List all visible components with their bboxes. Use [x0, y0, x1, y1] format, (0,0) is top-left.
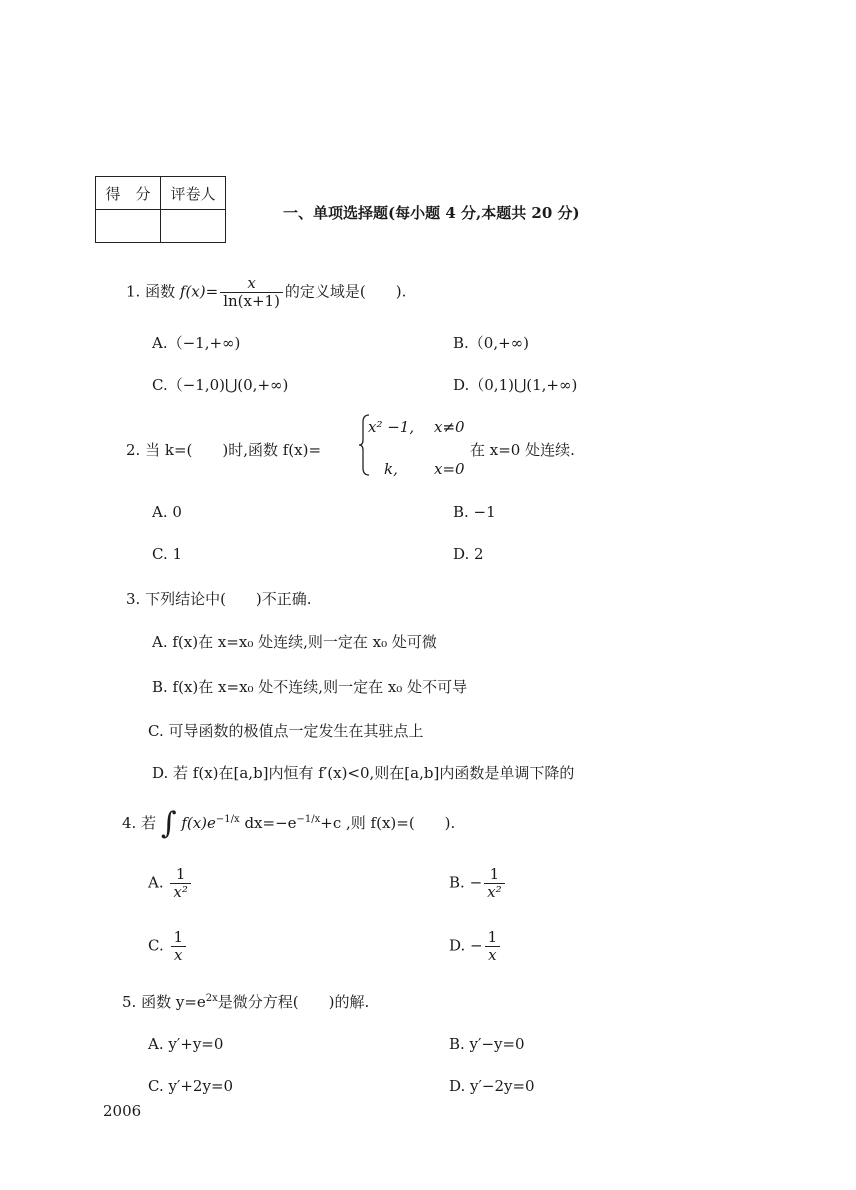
- q4-d-num: 1: [485, 929, 501, 947]
- q4-d-sign: −: [470, 936, 483, 955]
- q4-pre: 若: [141, 814, 157, 832]
- q2-case2-expr: k,: [384, 460, 398, 478]
- q5-stem-post: 是微分方程( )的解.: [217, 993, 370, 1011]
- q2-number: 2.: [126, 441, 141, 459]
- q2-pre: 当 k=( )时,函数 f(x)=: [145, 441, 322, 459]
- question-2: [126, 439, 321, 460]
- q4-dx: dx=−e: [244, 814, 297, 832]
- q4-option-d: [449, 929, 502, 964]
- q4-option-c: [148, 929, 188, 964]
- question-5: [122, 991, 369, 1012]
- q2-option-b: B. −1: [453, 503, 496, 521]
- grader-cell: [161, 210, 226, 243]
- page-code: 2006: [103, 1102, 142, 1120]
- q4-d-label: D.: [449, 936, 466, 955]
- q4-a-frac: [170, 866, 190, 901]
- q1-fx: f(x): [179, 282, 206, 301]
- q4-a-den: x²: [173, 883, 188, 901]
- q2-option-d: D. 2: [453, 545, 484, 563]
- integral-sign-icon: ∫: [160, 806, 177, 841]
- q4-exp1: −1/x: [215, 814, 240, 825]
- q4-c-num: 1: [171, 929, 187, 947]
- q5-option-c: C. y′+2y=0: [148, 1077, 234, 1095]
- q4-tail: +c ,则 f(x)=( ).: [320, 814, 456, 832]
- q1-option-b: B.（0,+∞): [453, 334, 530, 352]
- q3-option-a: A. f(x)在 x=x₀ 处连续,则一定在 x₀ 处可微: [152, 633, 437, 651]
- q2-case2-cond: x=0: [434, 460, 465, 478]
- q2-case1-cond: x≠0: [434, 418, 465, 436]
- q1-frac-num: x: [220, 275, 283, 293]
- q4-b-frac: [484, 866, 504, 901]
- q4-b-label: B.: [449, 873, 465, 892]
- score-cell: [96, 210, 161, 243]
- q4-d-frac: [485, 929, 501, 964]
- q3-option-d: D. 若 f(x)在[a,b]内恒有 f′(x)<0,则在[a,b]内函数是单调下降的: [152, 764, 575, 782]
- q5-option-a: A. y′+y=0: [148, 1035, 224, 1053]
- question-4: [122, 806, 456, 841]
- q5-stem-exp: 2x: [205, 993, 218, 1004]
- q1-number: 1.: [126, 282, 141, 301]
- section-title: 一、单项选择题(每小题 4 分,本题共 20 分): [283, 204, 580, 222]
- q5-option-b: B. y′−y=0: [449, 1035, 525, 1053]
- q5-stem-pre: 5. 函数 y=e: [122, 993, 206, 1011]
- q1-option-a: A.（−1,+∞): [152, 334, 241, 352]
- q4-number: 4.: [122, 814, 137, 832]
- q4-c-frac: [171, 929, 187, 964]
- question-1: [126, 275, 406, 310]
- q1-option-d: D.（0,1)⋃(1,+∞): [453, 376, 578, 394]
- q1-frac-den: ln(x+1): [223, 292, 280, 310]
- question-3: 3. 下列结论中( )不正确.: [126, 590, 312, 608]
- q2-option-a: A. 0: [152, 503, 182, 521]
- q3-option-b: B. f(x)在 x=x₀ 处不连续,则一定在 x₀ 处不可导: [152, 678, 468, 696]
- q4-d-den: x: [488, 946, 497, 964]
- q4-b-sign: −: [469, 873, 483, 892]
- score-label: 得 分: [96, 177, 161, 210]
- q4-option-a: [148, 866, 193, 901]
- q4-c-den: x: [174, 946, 183, 964]
- q1-post: 的定义域是( ).: [284, 282, 407, 301]
- q3-option-c: C. 可导函数的极值点一定发生在其驻点上: [148, 722, 424, 740]
- grader-label: 评卷人: [161, 177, 226, 210]
- q2-case1-expr: x² −1,: [368, 418, 415, 436]
- q4-a-num: 1: [170, 866, 190, 884]
- q4-b-den: x²: [487, 883, 502, 901]
- q4-exp2: −1/x: [296, 814, 321, 825]
- q5-option-d: D. y′−2y=0: [449, 1077, 535, 1095]
- q4-option-b: [449, 866, 507, 901]
- q2-post: 在 x=0 处连续.: [470, 441, 575, 459]
- q4-integrand: f(x)e: [181, 814, 216, 832]
- q1-pre: 函数: [145, 282, 176, 301]
- q1-fraction: [220, 275, 283, 310]
- score-table: [95, 176, 226, 243]
- q1-eq: =: [205, 282, 219, 301]
- q1-option-c: C.（−1,0)⋃(0,+∞): [152, 376, 289, 394]
- q4-a-label: A.: [148, 873, 164, 892]
- q4-c-label: C.: [148, 936, 164, 955]
- q2-option-c: C. 1: [152, 545, 183, 563]
- q4-b-num: 1: [484, 866, 504, 884]
